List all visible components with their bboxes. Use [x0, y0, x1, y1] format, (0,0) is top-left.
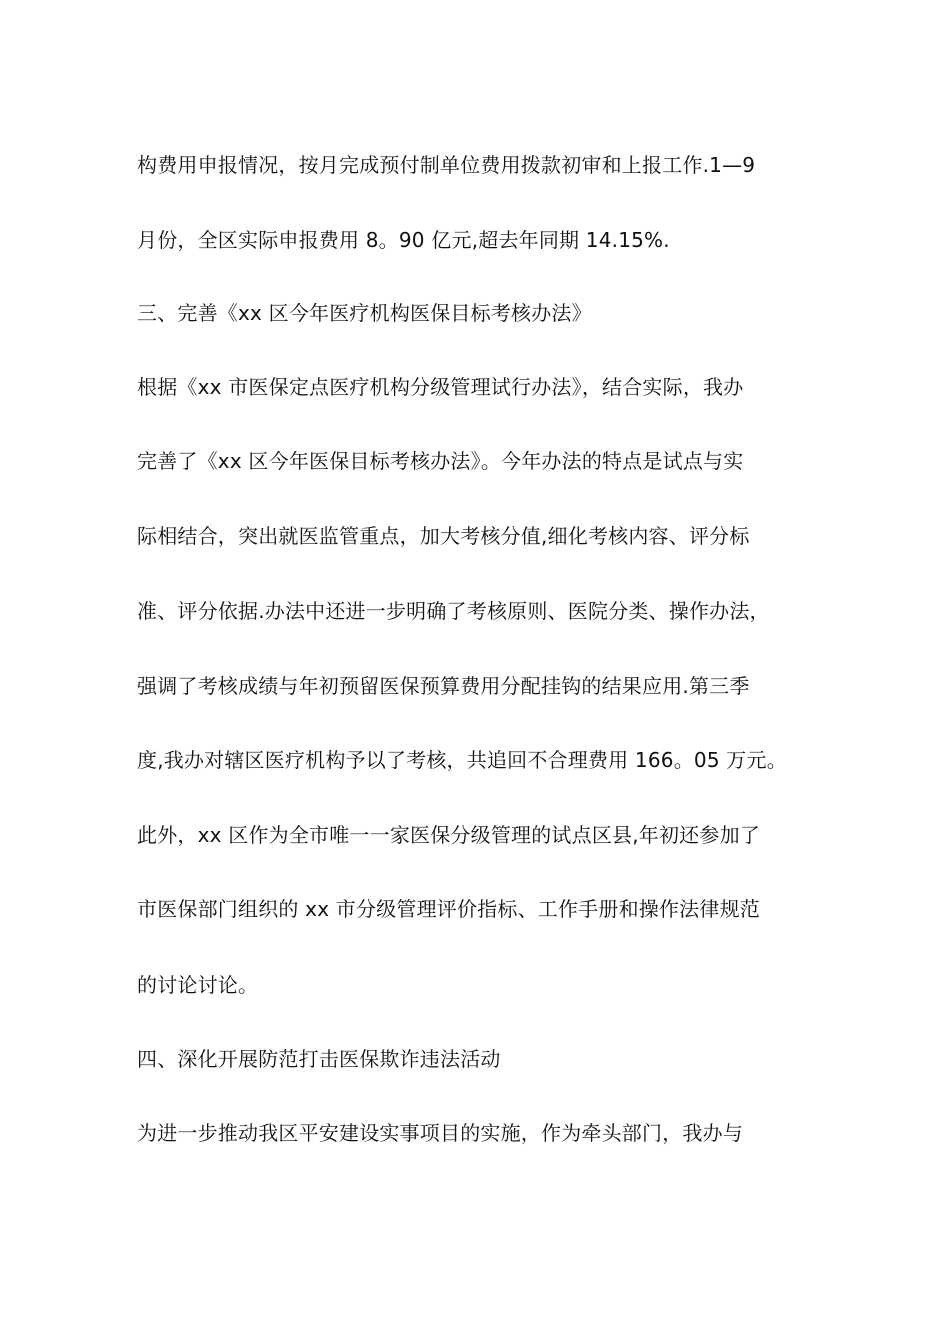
body-text-line: 度,我办对辖区医疗机构予以了考核，共追回不合理费用 166。05 万元。	[137, 748, 787, 772]
body-text-line: 的讨论讨论。	[137, 973, 259, 997]
body-text-line: 此外，xx 区作为全市唯一一家医保分级管理的试点区县,年初还参加了	[137, 823, 760, 847]
section-heading: 四、深化开展防范打击医保欺诈违法活动	[137, 1047, 501, 1071]
body-text-line: 准、评分依据.办法中还进一步明确了考核原则、医院分类、操作办法，	[137, 599, 770, 623]
body-text-line: 构费用申报情况，按月完成预付制单位费用拨款初审和上报工作.1—9	[137, 153, 756, 177]
body-text-line: 际相结合，突出就医监管重点，加大考核分值,细化考核内容、评分标	[137, 524, 750, 548]
body-text-line: 为进一步推动我区平安建设实事项目的实施，作为牵头部门，我办与	[137, 1121, 743, 1145]
body-text-line: 根据《xx 市医保定点医疗机构分级管理试行办法》，结合实际，我办	[137, 375, 744, 399]
body-text-line: 完善了《xx 区今年医保目标考核办法》。今年办法的特点是试点与实	[137, 449, 744, 473]
body-text-line: 市医保部门组织的 xx 市分级管理评价指标、工作手册和操作法律规范	[137, 897, 760, 921]
section-heading: 三、完善《xx 区今年医疗机构医保目标考核办法》	[137, 301, 592, 325]
body-text-line: 强调了考核成绩与年初预留医保预算费用分配挂钩的结果应用.第三季	[137, 674, 750, 698]
body-text-line: 月份，全区实际申报费用 8。90 亿元,超去年同期 14.15%.	[137, 228, 670, 252]
